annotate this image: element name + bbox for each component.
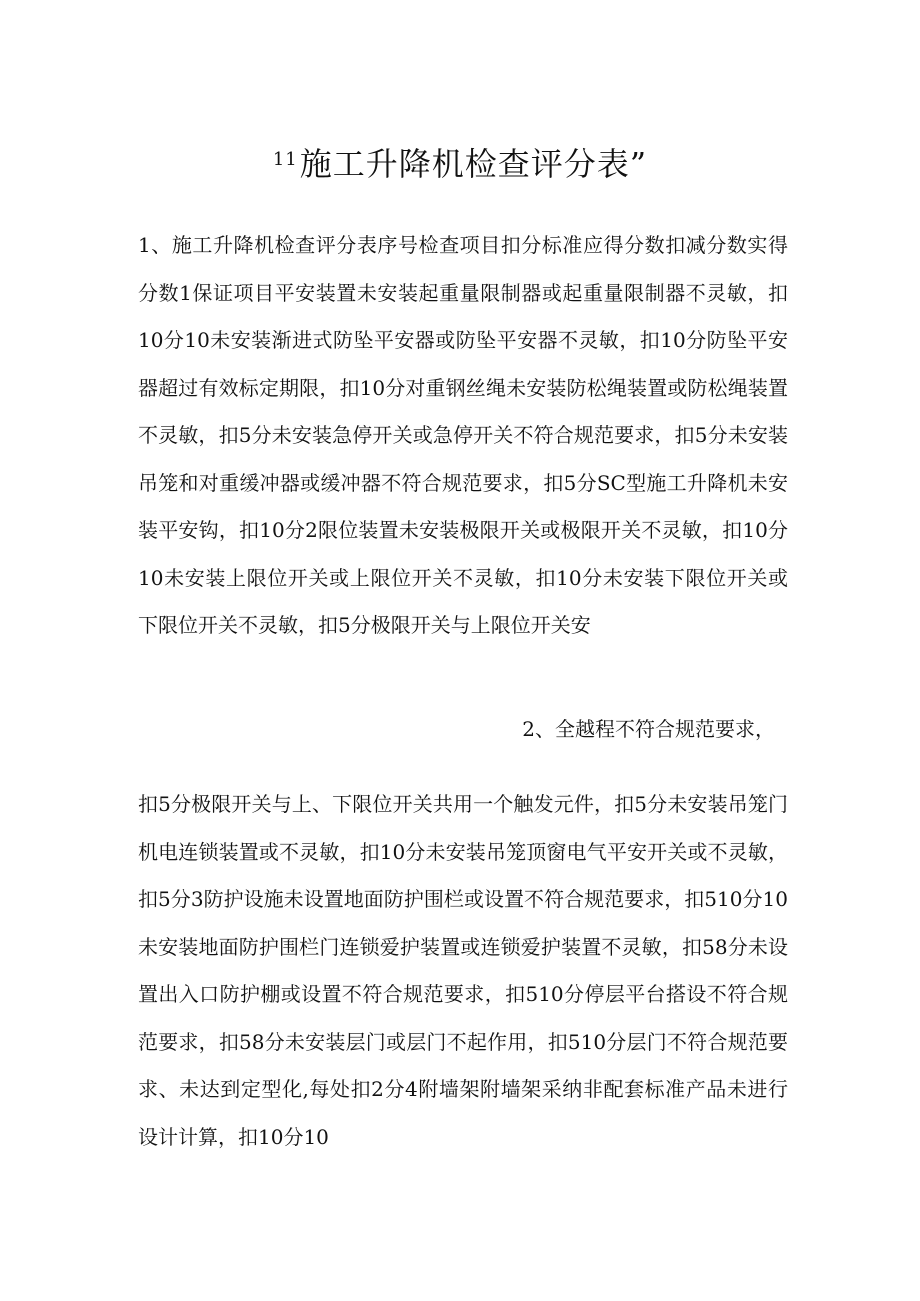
paragraph-3: 扣5分极限开关与上、下限位开关共用一个触发元件，扣5分未安装吊笼门机电连锁装置或不灵敏，扣10分未安装吊笼顶窗电气平安开关或不灵敏，扣5分3防护设施未设置地面防护围栏或设置不符合规范要求，扣510分10未安装地面防护围栏门连锁爱护装置或连锁爱护装置不灵敏，扣58分未设置出入口防护棚或设置不符合规范要求，扣510分停层平台搭设不符合规范要求，扣58分未安装层门或层门不起作用，扣510分层门不符合规范要求、未达到定型化,每处扣2分4附墙架附墙架采纳非配套标准产品未进行设计计算，扣10分10 [138,792,788,1149]
title-prefix: 11 [272,149,298,170]
page-title [0,138,920,186]
title-text: 施工升降机检查评分表” [299,145,648,183]
paragraph-1: 1、施工升降机检查评分表序号检查项目扣分标准应得分数扣减分数实得分数1保证项目平安装置未安装起重量限制器或起重量限制器不灵敏，扣10分10未安装渐进式防坠平安器或防坠平安器不灵敏，扣10分防坠平安器超过有效标定期限，扣10分对重钢丝绳未安装防松绳装置或防松绳装置不灵敏，扣5分未安装急停开关或急停开关不符合规范要求，扣5分未安装吊笼和对重缓冲器或缓冲器不符合规范要求，扣5分SC型施工升降机未安装平安钩，扣10分2限位装置未安装极限开关或极限开关不灵敏，扣10分10未安装上限位开关或上限位开关不灵敏，扣10分未安装下限位开关或下限位开关不灵敏，扣5分极限开关与上限位开关安 [138,233,788,637]
paragraph-2: 2、全越程不符合规范要求， [522,717,775,741]
